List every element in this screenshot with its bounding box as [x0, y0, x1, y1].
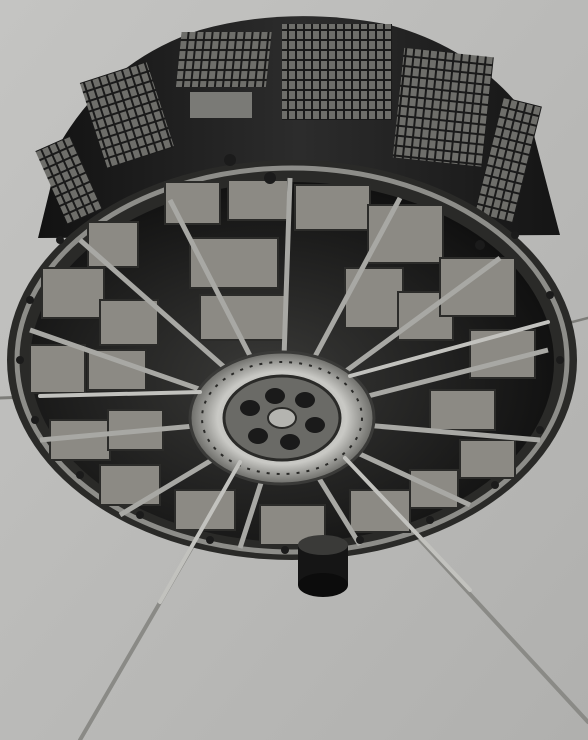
- solar-panel: [176, 32, 272, 87]
- hub-center: [268, 408, 296, 428]
- bottom-sensor: [298, 535, 348, 597]
- solar-panel: [282, 24, 392, 120]
- solar-panel: [393, 48, 494, 167]
- instrument-plate: [190, 92, 252, 118]
